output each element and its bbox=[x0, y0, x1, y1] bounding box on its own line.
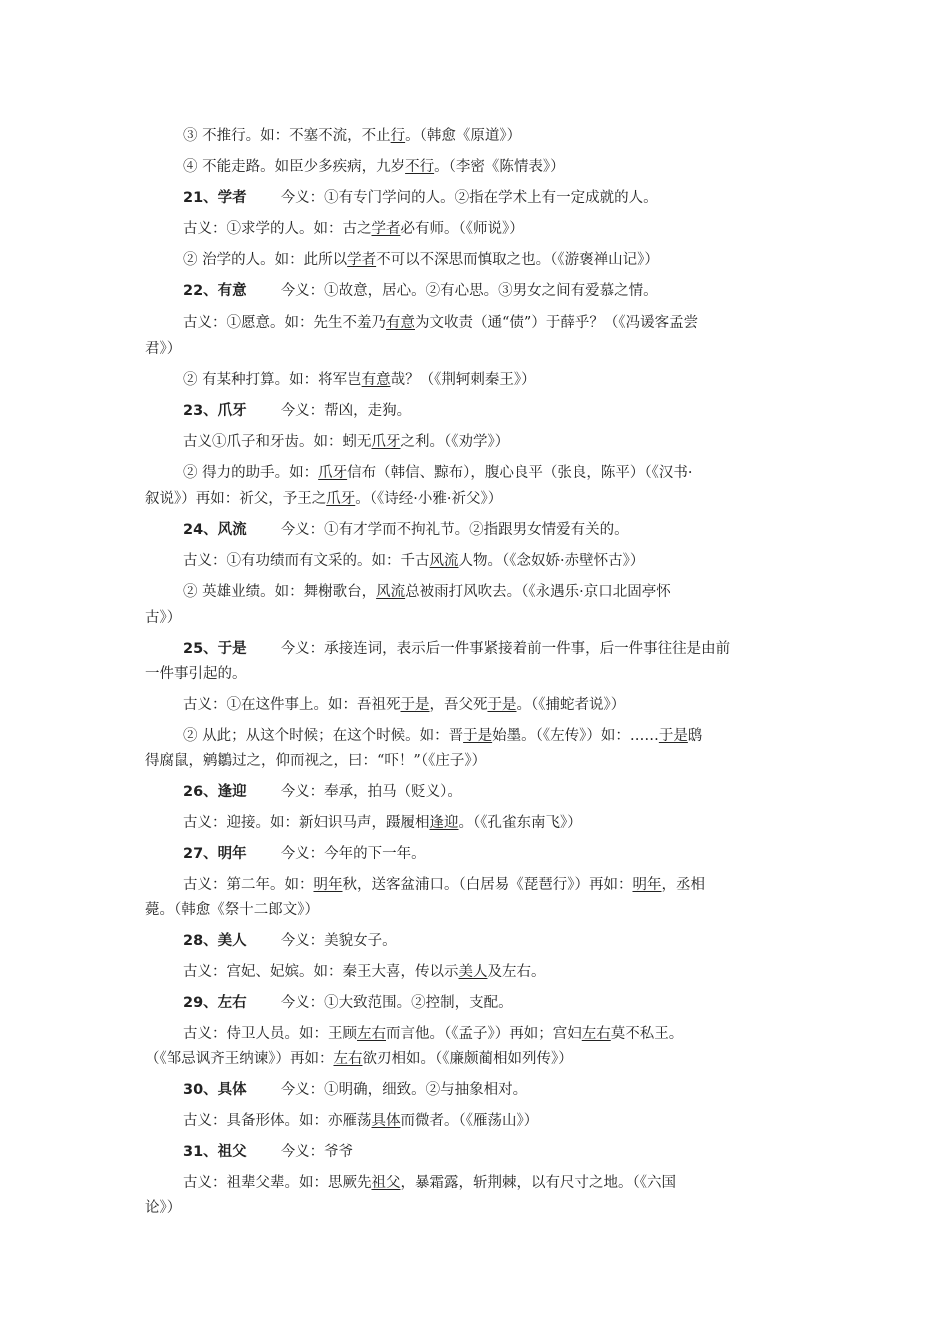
text-segment: 信布（韩信、黥布），腹心良平（张良，陈平）（《汉书· bbox=[347, 465, 693, 481]
text-segment: ③ 不推行。如：不塞不流，不止 bbox=[183, 128, 391, 144]
underlined-term: 爪牙 bbox=[326, 491, 356, 507]
text-segment: 始墨。（《左传》）如：…… bbox=[492, 728, 659, 744]
entry-heading-line bbox=[183, 399, 810, 423]
underlined-term: 于是 bbox=[487, 697, 517, 713]
text-segment: 。（韩愈《原道》） bbox=[405, 128, 522, 144]
entry-heading-line bbox=[183, 991, 810, 1015]
text-segment: ② 得力的助手。如： bbox=[183, 465, 319, 481]
underlined-term: 有意 bbox=[361, 372, 391, 388]
entry-headword: 22、有意 bbox=[183, 283, 247, 299]
text-segment: 得腐鼠，鹓鶵过之，仰而视之，曰：“吓！”（《庄子》） bbox=[145, 753, 487, 769]
text-segment: 古义：具备形体。如：亦雁荡 bbox=[183, 1113, 372, 1129]
text-segment: 欲刃相如。（《廉颇蔺相如列传》） bbox=[362, 1051, 573, 1067]
text-line bbox=[183, 1022, 810, 1046]
underlined-term: 美人 bbox=[458, 964, 488, 980]
text-line bbox=[183, 960, 810, 984]
text-line bbox=[183, 430, 810, 454]
entry-heading-line bbox=[183, 1078, 810, 1102]
text-segment: 而言他。（《孟子》）再如；宫妇 bbox=[386, 1026, 582, 1042]
text-segment: 薨。（韩愈《祭十二郎文》） bbox=[145, 902, 319, 918]
text-line bbox=[183, 580, 810, 604]
underlined-term: 明年 bbox=[632, 877, 662, 893]
entry-heading-line bbox=[183, 842, 810, 866]
underlined-term: 爪牙 bbox=[318, 465, 348, 481]
text-segment: 今义：帮凶，走狗。 bbox=[280, 403, 412, 419]
continuation-line bbox=[145, 749, 810, 773]
underlined-term: 学者 bbox=[347, 252, 377, 268]
text-segment: 古义：①求学的人。如：古之 bbox=[183, 221, 372, 237]
text-line bbox=[183, 693, 810, 717]
entry-headword: 26、逢迎 bbox=[183, 784, 247, 800]
text-segment: 今义：①故意，居心。②有心思。③男女之间有爱慕之情。 bbox=[280, 283, 658, 299]
text-line bbox=[183, 155, 810, 179]
continuation-line bbox=[145, 898, 810, 922]
continuation-line bbox=[145, 487, 810, 511]
text-segment: 总被雨打风吹去。（《永遇乐·京口北固亭怀 bbox=[405, 584, 671, 600]
entry-heading-line bbox=[183, 637, 810, 661]
entry-headword: 29、左右 bbox=[183, 995, 247, 1011]
entry-headword: 28、美人 bbox=[183, 933, 247, 949]
underlined-term: 逢迎 bbox=[429, 815, 459, 831]
text-segment: 。（李密《陈情表》） bbox=[434, 159, 565, 175]
entry-heading-line bbox=[183, 780, 810, 804]
entry-headword: 25、于是 bbox=[183, 641, 247, 657]
text-segment: 古义：迎接。如：新妇识马声，蹑履相 bbox=[183, 815, 430, 831]
entry-heading-line bbox=[183, 186, 810, 210]
text-segment: 及左右。 bbox=[487, 964, 546, 980]
text-segment: 不可以不深思而慎取之也。（《游褒禅山记》） bbox=[376, 252, 659, 268]
entry-headword: 27、明年 bbox=[183, 846, 247, 862]
text-line bbox=[183, 873, 810, 897]
text-segment: 今义：①有专门学问的人。②指在学术上有一定成就的人。 bbox=[280, 190, 658, 206]
underlined-term: 祖父 bbox=[371, 1175, 401, 1191]
entry-heading-line bbox=[183, 929, 810, 953]
underlined-term: 有意 bbox=[386, 315, 415, 331]
underlined-term: 明年 bbox=[313, 877, 343, 893]
entry-heading-line bbox=[183, 279, 810, 303]
underlined-term: 左右 bbox=[357, 1026, 386, 1042]
entry-headword: 31、祖父 bbox=[183, 1144, 247, 1160]
text-segment: 为文收责（通“债”）于薛乎？（《冯谖客孟尝 bbox=[415, 315, 699, 331]
underlined-term: 风流 bbox=[376, 584, 406, 600]
text-line bbox=[183, 549, 810, 573]
text-segment: 而微者。（《雁荡山》） bbox=[400, 1113, 539, 1129]
text-line bbox=[183, 1109, 810, 1133]
text-segment: 之利。（《劝学》） bbox=[400, 434, 510, 450]
text-line bbox=[183, 724, 810, 748]
text-segment: ② 从此；从这个时候；在这个时候。如：晋 bbox=[183, 728, 464, 744]
text-segment: 一件事引起的。 bbox=[145, 666, 247, 682]
underlined-term: 左右 bbox=[333, 1051, 363, 1067]
underlined-term: 具体 bbox=[371, 1113, 401, 1129]
underlined-term: 于是 bbox=[400, 697, 430, 713]
text-segment: 古义①爪子和牙齿。如：蚓无 bbox=[183, 434, 372, 450]
underlined-term: 左右 bbox=[581, 1026, 611, 1042]
text-segment: 今义：①有才学而不拘礼节。②指跟男女情爱有关的。 bbox=[280, 522, 629, 538]
text-segment: 人物。（《念奴娇·赤壁怀古》） bbox=[458, 553, 645, 569]
text-segment: ④ 不能走路。如臣少多疾病，九岁 bbox=[183, 159, 406, 175]
text-line bbox=[183, 124, 810, 148]
text-segment: 今义：爷爷 bbox=[280, 1144, 354, 1160]
text-segment: 古》） bbox=[145, 610, 182, 626]
underlined-term: 不行 bbox=[405, 159, 435, 175]
text-segment: 古义：侍卫人员。如：王顾 bbox=[183, 1026, 357, 1042]
text-segment: 必有师。（《师说》） bbox=[400, 221, 524, 237]
text-segment: 鸱 bbox=[687, 728, 703, 744]
text-segment: 古义：祖辈父辈。如：思厥先 bbox=[183, 1175, 372, 1191]
entry-headword: 21、学者 bbox=[183, 190, 247, 206]
text-segment: 。（《孔雀东南飞》） bbox=[458, 815, 582, 831]
continuation-line bbox=[145, 606, 810, 630]
text-segment: 莫不私王。 bbox=[610, 1026, 684, 1042]
continuation-line bbox=[145, 1196, 810, 1220]
underlined-term: 学者 bbox=[371, 221, 401, 237]
continuation-line bbox=[145, 662, 810, 686]
text-segment: 。（《诗经·小雅·祈父》） bbox=[355, 491, 503, 507]
text-segment: ，暴霜露，斩荆棘，以有尺寸之地。（《六国 bbox=[400, 1175, 676, 1191]
continuation-line bbox=[145, 1047, 810, 1071]
underlined-term: 于是 bbox=[658, 728, 688, 744]
text-segment: 今义：美貌女子。 bbox=[280, 933, 397, 949]
text-segment: 。（《捕蛇者说》） bbox=[516, 697, 626, 713]
text-line bbox=[183, 368, 810, 392]
text-segment: 古义：第二年。如： bbox=[183, 877, 314, 893]
text-line bbox=[183, 811, 810, 835]
text-segment: 今义：承接连词，表示后一件事紧接着前一件事，后一件事往往是由前 bbox=[280, 641, 731, 657]
text-segment: ② 治学的人。如：此所以 bbox=[183, 252, 348, 268]
text-segment: （《邹忌讽齐王纳谏》）再如： bbox=[145, 1051, 334, 1067]
text-segment: 论》） bbox=[145, 1200, 182, 1216]
underlined-term: 风流 bbox=[429, 553, 459, 569]
text-segment: ② 英雄业绩。如：舞榭歌台， bbox=[183, 584, 377, 600]
text-line bbox=[183, 217, 810, 241]
text-segment: 叙说》）再如：祈父，予王之 bbox=[145, 491, 327, 507]
text-segment: ，吾父死 bbox=[429, 697, 488, 713]
underlined-term: 于是 bbox=[463, 728, 493, 744]
text-segment: ，丞相 bbox=[661, 877, 705, 893]
entry-heading-line bbox=[183, 518, 810, 542]
entry-headword: 30、具体 bbox=[183, 1082, 247, 1098]
text-segment: 今义：今年的下一年。 bbox=[280, 846, 426, 862]
text-segment: ② 有某种打算。如：将军岂 bbox=[183, 372, 362, 388]
text-segment: 今义：①大致范围。②控制，支配。 bbox=[280, 995, 513, 1011]
text-segment: 今义：①明确，细致。②与抽象相对。 bbox=[280, 1082, 528, 1098]
entry-headword: 24、风流 bbox=[183, 522, 247, 538]
text-segment: 古义：①在这件事上。如：吾祖死 bbox=[183, 697, 401, 713]
text-line bbox=[183, 461, 810, 485]
text-segment: 君》） bbox=[145, 341, 182, 357]
text-line bbox=[183, 311, 810, 335]
text-segment: 秋，送客盆浦口。（白居易《琵琶行》）再如： bbox=[342, 877, 633, 893]
text-segment: 哉？（《荆轲刺秦王》） bbox=[390, 372, 536, 388]
underlined-term: 行 bbox=[390, 128, 406, 144]
text-segment: 古义：①有功绩而有文采的。如：千古 bbox=[183, 553, 430, 569]
underlined-term: 爪牙 bbox=[371, 434, 401, 450]
entry-headword: 23、爪牙 bbox=[183, 403, 247, 419]
text-line bbox=[183, 248, 810, 272]
continuation-line bbox=[145, 337, 810, 361]
text-segment: 古义：宫妃、妃嫔。如：秦王大喜，传以示 bbox=[183, 964, 459, 980]
entry-heading-line bbox=[183, 1140, 810, 1164]
text-segment: 古义：①愿意。如：先生不羞乃 bbox=[183, 315, 386, 331]
text-segment: 今义：奉承，拍马（贬义）。 bbox=[280, 784, 462, 800]
text-line bbox=[183, 1171, 810, 1195]
